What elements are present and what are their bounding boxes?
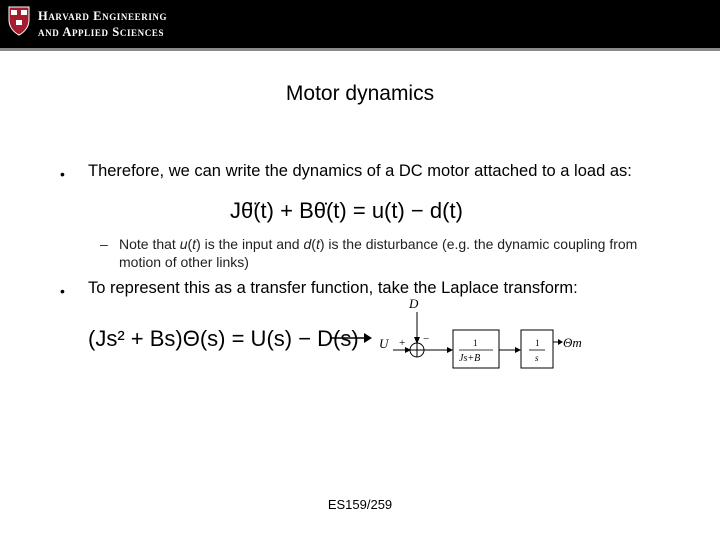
right-arrow-icon bbox=[330, 330, 372, 346]
sub-bullet-dash: – bbox=[100, 236, 108, 252]
equation-time-domain: Jθ̈(t) + Bθ̇(t) = u(t) − d(t) bbox=[230, 198, 463, 223]
block2-denominator: s bbox=[535, 353, 539, 363]
bullet-1-text: Therefore, we can write the dynamics of a DC motor attached to a load as: bbox=[88, 162, 632, 180]
footer-course-code: ES159/259 bbox=[327, 497, 393, 512]
block-diagram bbox=[375, 290, 595, 380]
diagram-label-d: D bbox=[409, 296, 419, 311]
equation-laplace: (Js² + Bs)Θ(s) = U(s) − D(s) bbox=[88, 326, 359, 351]
transfer-block-plant bbox=[453, 330, 499, 368]
slide-title: Motor dynamics bbox=[285, 82, 435, 105]
harvard-shield-logo bbox=[8, 6, 30, 36]
bullet-marker-1: • bbox=[60, 166, 65, 182]
logo-line-1: Harvard Engineering bbox=[38, 9, 168, 23]
header-rule bbox=[0, 48, 720, 51]
bullet-marker-2: • bbox=[60, 283, 65, 299]
diagram-minus-sign: − bbox=[423, 333, 430, 345]
sub-bullet-text: Note that u(t) is the input and d(t) is the disturbance (e.g. the dynamic coupling from motion of other links) bbox=[119, 236, 638, 270]
school-logo-text bbox=[38, 8, 167, 40]
block1-denominator: Js+B bbox=[459, 353, 481, 364]
bullet-2-text: To represent this as a transfer function, take the Laplace transform: bbox=[88, 279, 578, 297]
sub-text-prefix: Note that bbox=[119, 236, 180, 252]
sub-text-mid: is the input and bbox=[200, 236, 304, 252]
sub-text-d: d bbox=[303, 236, 312, 252]
diagram-label-output: Θm bbox=[563, 335, 582, 350]
block2-numerator: 1 bbox=[535, 338, 540, 348]
sub-text-u: u bbox=[179, 236, 188, 252]
transfer-block-integrator bbox=[521, 330, 553, 368]
summing-junction bbox=[410, 343, 424, 357]
diagram-label-u: U bbox=[379, 336, 389, 351]
diagram-plus-sign: + bbox=[399, 337, 406, 349]
sub-text-t1: t bbox=[192, 236, 197, 252]
sub-text-t2: t bbox=[315, 236, 320, 252]
block1-numerator: 1 bbox=[473, 338, 478, 348]
sub-text-suffix: is the disturbance (e.g. the dynamic coupling from motion of other links) bbox=[119, 236, 638, 270]
logo-line-2: and Applied Sciences bbox=[38, 25, 165, 39]
header-bar bbox=[0, 0, 720, 48]
